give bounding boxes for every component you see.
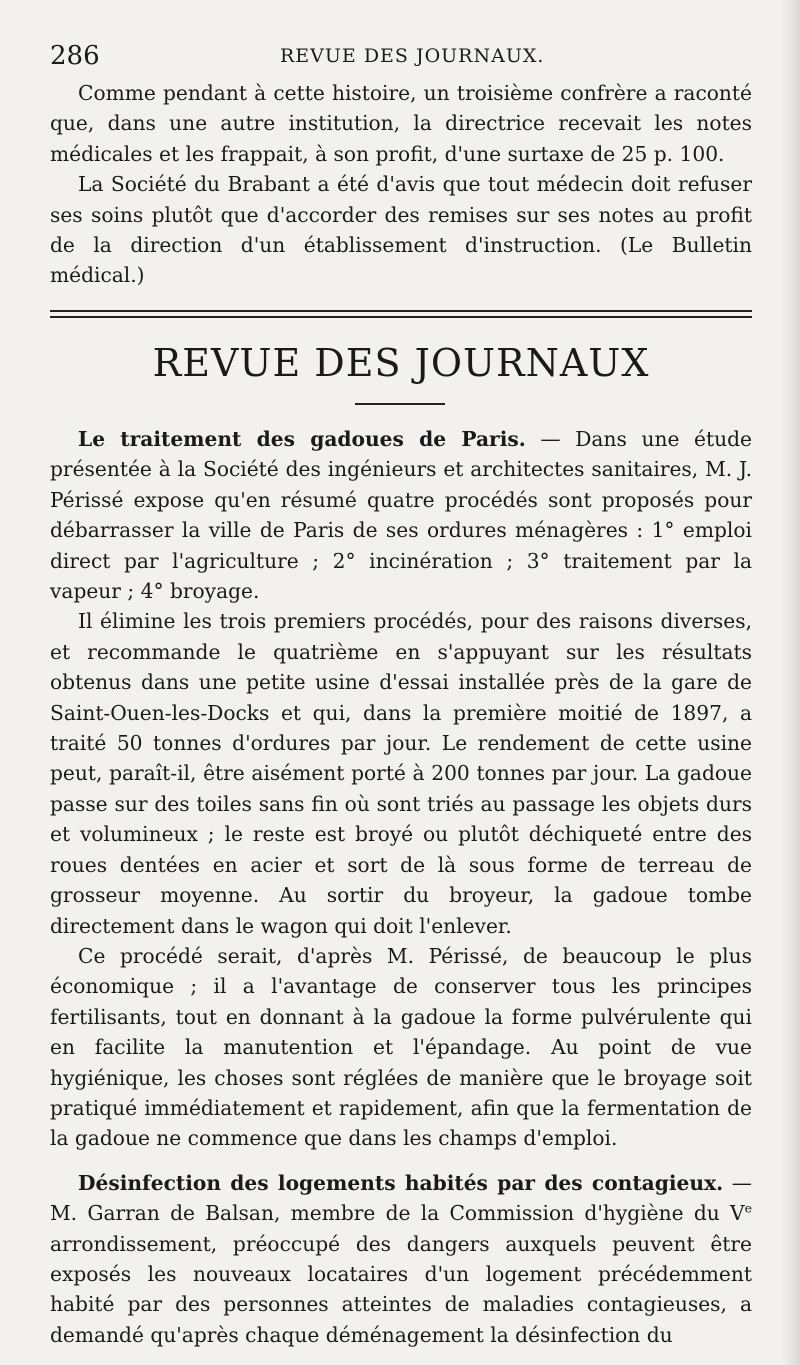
previous-article-end — [50, 78, 752, 291]
page-edge-shadow — [782, 0, 800, 1365]
double-rule-bottom — [50, 316, 752, 318]
article-intro: — Dans une étude présentée à la Société des ingénieurs et architectes sanitaires, M. J. Périssé expose qu'en résumé quatre procédés sont proposés pour débarrasser la ville de Paris de ses ordures ménagères : 1° emploi direct par l'agriculture ; 2° incinération ; 3° traitement par la vapeur ; 4° broyage. — [50, 427, 752, 604]
paragraph: Il élimine les trois premiers procédés, pour des raisons diverses, et recommande le quatrième en s'appuyant sur les résultats obtenus dans une petite usine d'essai installée près de la gare de Saint-Ouen-les-Docks et qui, dans la première moitié de 1897, a traité 50 tonnes d'ordures par jour. Le rendement de cette usine peut, paraît-il, être aisément porté à 200 tonnes par jour. La gadoue passe sur des toiles sans fin où sont triés au passage les objets durs et volumineux ; le reste est broyé ou plutôt déchiqueté entre des roues dentées en acier et sort de là sous forme de terreau de grosseur moyenne. Au sortir du broyeur, la gadoue tombe directement dans le wagon qui doit l'enlever. — [50, 609, 752, 938]
article-text: — M. Garran de Balsan, membre de la Commission d'hygiène du V — [50, 1170, 752, 1226]
article-text: arrondissement, préoccupé des dangers auxquels peuvent être exposés les nouveaux locataires d'un logement précédemment habité par des personnes atteintes de maladies contagieuses, a demandé qu'après chaque déménagement la désinfection du — [50, 1231, 752, 1347]
section-title: REVUE DES JOURNAUX — [152, 341, 650, 385]
running-title: REVUE DES JOURNAUX. — [280, 45, 545, 67]
article-title: Désinfection des logements habités par des contagieux. — [78, 1170, 724, 1195]
paragraph: Comme pendant à cette histoire, un troisième confrère a raconté que, dans une autre institution, la directrice recevait les notes médicales et les frappait, à son profit, d'une surtaxe de 25 p. 100. — [50, 81, 752, 166]
superscript: e — [744, 1200, 752, 1216]
article-title: Le traitement des gadoues de Paris. — [78, 427, 526, 451]
paragraph: La Société du Brabant a été d'avis que tout médecin doit refuser ses soins plutôt que d'accorder des remises sur ses notes au profit de la direction d'un établissement d'instruction. (Le Bulletin médical.) — [50, 172, 752, 288]
running-head — [50, 36, 750, 76]
page-number: 286 — [50, 41, 100, 71]
paragraph: Ce procédé serait, d'après M. Périssé, de beaucoup le plus économique ; il a l'avantage de conserver tous les principes fertilisants, tout en donnant à la gadoue la forme pulvérulente qui en facilite la manutention et l'épandage. Au point de vue hygiénique, les choses sont réglées de manière que le broyage soit pratiqué immédiatement et rapidement, afin que la fermentation de la gadoue ne commence que dans les champs d'emploi. — [50, 943, 752, 1151]
double-rule-top — [50, 310, 752, 312]
article-gadoues — [50, 424, 752, 606]
article-desinfection — [50, 1168, 752, 1350]
section-underline — [355, 403, 445, 405]
articles — [50, 424, 752, 1350]
